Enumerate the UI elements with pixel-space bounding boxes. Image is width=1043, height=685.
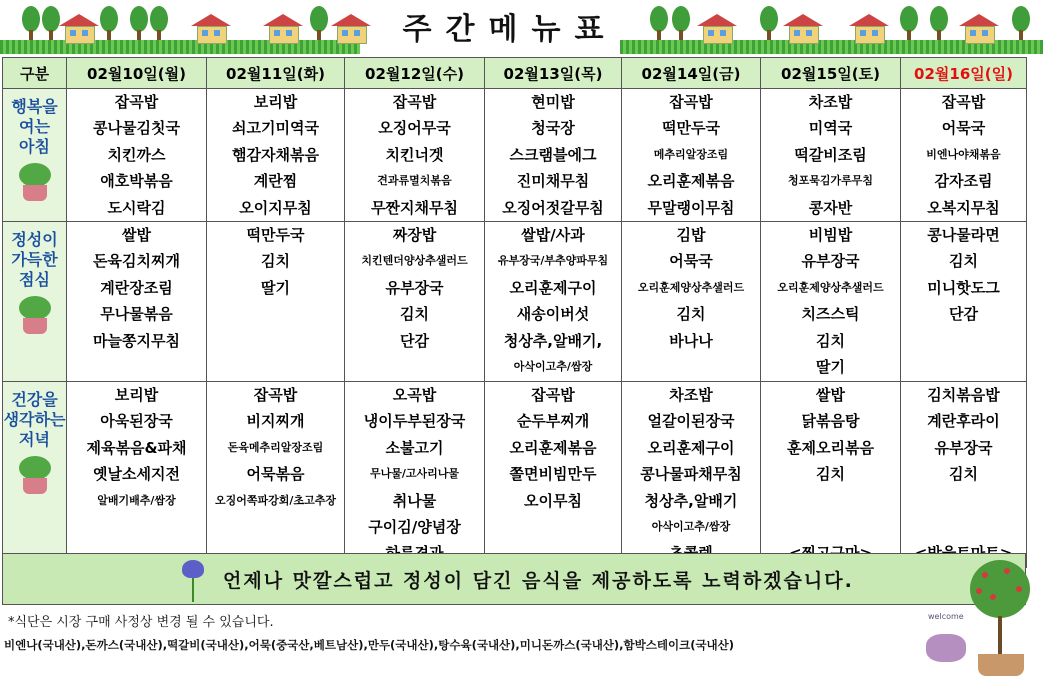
menu-cell (901, 89, 1027, 222)
menu-cell (67, 221, 207, 381)
menu-item: 김치볶음밥 (927, 385, 1000, 404)
menu-item: 아욱된장국 (100, 412, 173, 431)
tree-icon (100, 6, 118, 40)
house-icon (194, 14, 228, 42)
flower-pot-icon (15, 296, 55, 336)
menu-item: 무말랭이무침 (647, 198, 735, 217)
menu-item: 콩나물파채무침 (640, 465, 742, 484)
menu-item: 콩나물라면 (927, 225, 1000, 244)
house-icon (266, 14, 300, 42)
tree-icon (150, 6, 168, 40)
day-header: 02월12일(수) (345, 58, 485, 89)
menu-item: 김치 (676, 305, 706, 324)
menu-item: 계란찜 (253, 172, 298, 191)
welcome-sign-text: welcome (928, 612, 964, 621)
tree-icon (310, 6, 328, 40)
menu-item: 청상추,알배기, (503, 331, 603, 350)
menu-item: 오곡밥 (392, 385, 437, 404)
menu-cell (761, 89, 901, 222)
menu-item: 오징어젓갈무침 (502, 198, 604, 217)
menu-item: 닭볶음탕 (801, 412, 860, 431)
meal-label-line: 아침 (19, 137, 50, 156)
menu-item: 현미밥 (531, 93, 575, 111)
menu-item: 제육볶음&파채 (86, 438, 187, 457)
menu-cell (901, 381, 1027, 567)
menu-item: 취나물 (392, 491, 437, 510)
origin-info: 비엔나(국내산),돈까스(국내산),떡갈비(국내산),어묵(중국산,베트남산),만두(국내산),탕수육(국내산),미니돈까스(국내산),함박스테이크(국내산) (4, 638, 735, 652)
menu-cell (485, 89, 622, 222)
menu-item: 김치 (261, 252, 290, 271)
menu-item: 어묵국 (941, 119, 986, 138)
menu-item: 단감 (400, 331, 429, 350)
menu-item: 보리밥 (114, 385, 159, 404)
menu-item (761, 488, 900, 514)
menu-item: 무짠지채무침 (371, 198, 458, 217)
tree-icon (760, 6, 778, 40)
menu-item: 떡갈비조림 (794, 145, 867, 164)
tree-icon (22, 6, 40, 40)
menu-item: 단감 (949, 305, 978, 324)
meal-label-line: 정성이 (11, 229, 58, 249)
menu-item: 훈제오리볶음 (787, 438, 874, 457)
menu-item: 잡곡밥 (114, 93, 159, 111)
menu-item: 햄감자채볶음 (232, 145, 319, 164)
house-icon (786, 14, 820, 42)
menu-item: 떡만두국 (246, 225, 305, 244)
house-icon (700, 14, 734, 42)
menu-item: 짜장밥 (392, 225, 437, 244)
header-row (3, 58, 1027, 89)
menu-item: 오리훈제구이 (509, 278, 597, 297)
meal-label-line: 점심 (19, 269, 50, 289)
menu-item: 치즈스틱 (801, 305, 860, 324)
grass-strip-left (0, 40, 360, 54)
menu-cell (67, 381, 207, 567)
menu-item: 김치 (949, 252, 978, 271)
menu-item: 무나물/고사리나물 (369, 467, 460, 481)
meal-label-line: 행복을 (11, 97, 58, 116)
menu-item: 무나물볶음 (100, 305, 173, 324)
menu-item: 바나나 (669, 331, 713, 350)
menu-item: 치킨까스 (107, 145, 166, 164)
menu-item: 옛날소세지전 (93, 465, 180, 484)
tree-icon (1012, 6, 1030, 40)
day-header: 02월10일(월) (67, 58, 207, 89)
meal-label-line: 생각하는 (3, 409, 66, 429)
menu-item: 잡곡밥 (941, 93, 986, 111)
menu-item: 도시락김 (107, 198, 166, 217)
menu-item: 오징어무국 (378, 119, 451, 138)
menu-item (761, 514, 900, 540)
menu-item: 비빔밥 (808, 225, 853, 244)
meal-row (3, 381, 1027, 567)
menu-item: 차조밥 (808, 93, 853, 111)
tree-icon (650, 6, 668, 40)
menu-item: 김치 (816, 465, 845, 484)
menu-item: 잡곡밥 (253, 385, 298, 404)
menu-cell (485, 221, 622, 381)
day-header: 02월13일(목) (485, 58, 622, 89)
menu-item: 오이무침 (524, 491, 582, 510)
menu-cell (207, 89, 345, 222)
menu-cell (67, 89, 207, 222)
menu-item: 유부장국/부추양파무침 (497, 254, 609, 268)
meal-label-line: 건강을 (11, 389, 58, 409)
menu-item: 김치 (949, 465, 978, 484)
menu-item: 비엔나야채볶음 (926, 147, 1001, 161)
menu-item: 김밥 (676, 225, 706, 244)
house-icon (334, 14, 368, 42)
menu-cell (761, 381, 901, 567)
menu-item: 계란장조림 (100, 278, 173, 297)
menu-item: 견과류멸치볶음 (377, 174, 452, 188)
menu-item: 진미채무침 (516, 172, 590, 191)
menu-cell (345, 381, 485, 567)
menu-item: 새송이버섯 (516, 305, 590, 324)
menu-item: 쫄면비빔만두 (509, 465, 597, 484)
menu-item: 보리밥 (253, 93, 298, 111)
menu-item: 구이김/양념장 (368, 517, 461, 536)
menu-item: 계란후라이 (927, 412, 1000, 431)
menu-cell (345, 89, 485, 222)
house-icon (62, 14, 96, 42)
menu-item: 오복지무침 (927, 198, 1000, 217)
menu-item: 오리훈제양상추샐러드 (777, 280, 884, 294)
menu-item: 쌀밥/사과 (521, 225, 585, 244)
day-header-sunday: 02월16일(일) (901, 58, 1027, 89)
menu-item: 청국장 (531, 119, 575, 138)
menu-item: 아삭이고추/쌈장 (513, 359, 593, 373)
menu-cell (622, 89, 761, 222)
banner-text: 언제나 맛깔스럽고 정성이 담긴 음식을 제공하도록 노력하겠습니다. (223, 570, 854, 592)
menu-item: 청상추,알배기 (644, 491, 738, 510)
menu-item: 딸기 (816, 357, 845, 376)
menu-item: 어묵국 (669, 252, 713, 271)
menu-item: 돈육김치찌개 (93, 252, 180, 271)
menu-item: 어묵볶음 (246, 465, 305, 484)
menu-item (901, 514, 1026, 540)
menu-item: 오리훈제볶음 (647, 172, 735, 191)
menu-item: 메추리알장조림 (653, 147, 729, 161)
menu-item: 콩자반 (808, 198, 853, 217)
menu-item: 오리훈제구이 (647, 438, 735, 457)
page-title: 주간메뉴표 (402, 12, 618, 47)
menu-cell (485, 381, 622, 567)
day-header: 02월14일(금) (622, 58, 761, 89)
meal-label (3, 221, 67, 381)
menu-item: 잡곡밥 (392, 93, 437, 111)
menu-cell (345, 221, 485, 381)
menu-item (901, 488, 1026, 514)
flower-pot-icon (15, 163, 55, 203)
menu-item: 김치 (400, 305, 429, 324)
menu-item: 김치 (816, 331, 845, 350)
menu-item: 유부장국 (801, 252, 860, 271)
menu-item: 비지찌개 (246, 412, 305, 431)
tree-icon (930, 6, 948, 40)
topiary-icon (920, 560, 1038, 680)
iris-icon (178, 560, 208, 602)
menu-item: 콩나물김칫국 (93, 119, 180, 138)
meal-label (3, 381, 67, 567)
menu-item: 감자조림 (934, 172, 993, 191)
flower-pot-icon (15, 456, 55, 496)
menu-item: 알배기배추/쌈장 (97, 493, 176, 507)
menu-item: 잡곡밥 (669, 93, 713, 111)
menu-item: 유부장국 (934, 438, 993, 457)
menu-item: 유부장국 (385, 278, 444, 297)
tree-icon (672, 6, 690, 40)
meal-label-line: 여는 (19, 117, 50, 136)
menu-item: 돈육메추리알장조림 (227, 440, 324, 454)
change-notice: *식단은 시장 구매 사정상 변경 될 수 있습니다. (8, 615, 274, 630)
menu-item: 마늘쫑지무침 (93, 331, 180, 350)
menu-item: 떡만두국 (662, 119, 720, 138)
meal-row (3, 89, 1027, 222)
menu-cell (901, 221, 1027, 381)
menu-item: 쌀밥 (122, 225, 151, 244)
menu-item: 오리훈제볶음 (509, 438, 597, 457)
menu-item: 아삭이고추/쌈장 (651, 519, 731, 533)
header-corner: 구분 (3, 58, 67, 89)
menu-item: 오징어쪽파강회/초고추장 (215, 493, 336, 507)
menu-item: 애호박볶음 (100, 172, 173, 191)
menu-item: 순두부찌개 (516, 412, 590, 431)
meal-label-line: 가득한 (11, 249, 58, 269)
meal-label (3, 89, 67, 222)
menu-item: 쌀밥 (816, 385, 845, 404)
menu-item: 소불고기 (385, 438, 444, 457)
day-header: 02월15일(토) (761, 58, 901, 89)
menu-item: 얼갈이된장국 (647, 412, 735, 431)
tree-icon (900, 6, 918, 40)
menu-item: 미역국 (808, 119, 853, 138)
menu-item: 미니핫도그 (927, 278, 1000, 297)
menu-cell (207, 381, 345, 567)
menu-item: 냉이두부된장국 (363, 412, 466, 431)
day-header: 02월11일(화) (207, 58, 345, 89)
menu-item: 쇠고기미역국 (232, 119, 319, 138)
meal-row (3, 221, 1027, 381)
menu-item: 잡곡밥 (531, 385, 575, 404)
house-icon (962, 14, 996, 42)
menu-item: 치킨너겟 (385, 145, 444, 164)
house-icon (852, 14, 886, 42)
menu-cell (207, 221, 345, 381)
tree-icon (42, 6, 60, 40)
menu-item: 오이지무침 (239, 198, 312, 217)
menu-cell (761, 221, 901, 381)
menu-cell (622, 381, 761, 567)
weekly-menu-table (2, 57, 1027, 568)
menu-item: 스크램블에그 (509, 145, 597, 164)
menu-item: 청포묵김가루무침 (787, 174, 873, 188)
message-banner (2, 553, 1026, 605)
top-decoration (0, 0, 1043, 56)
meal-label-line: 저녁 (19, 429, 50, 449)
menu-item: 오리훈제양상추샐러드 (637, 280, 745, 294)
menu-item: 차조밥 (669, 385, 713, 404)
tree-icon (130, 6, 148, 40)
menu-item: 치킨텐더양상추샐러드 (361, 254, 468, 268)
menu-cell (622, 221, 761, 381)
menu-item: 딸기 (261, 278, 290, 297)
